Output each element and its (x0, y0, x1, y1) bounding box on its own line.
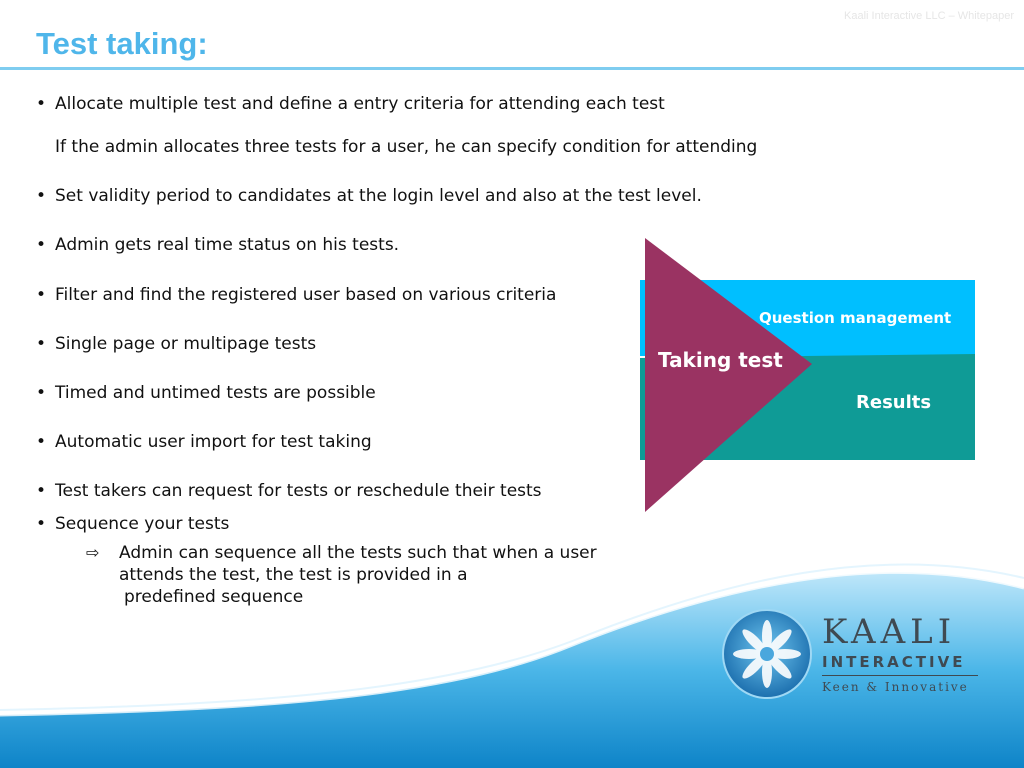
bullet-marker: • (36, 235, 47, 255)
watermark: Kaali Interactive LLC – Whitepaper (844, 10, 1014, 22)
bullet-marker: • (36, 186, 47, 206)
bullet-marker: • (36, 334, 47, 354)
bullet-text: Set validity period to candidates at the login level and also at the test level. (55, 186, 702, 206)
bullet-text: Admin gets real time status on his tests. (55, 235, 400, 255)
bullet-text: Filter and find the registered user based on various criteria (55, 285, 557, 305)
bullet-text: Timed and untimed tests are possible (55, 383, 376, 403)
bullet-text: Sequence your tests (55, 514, 230, 534)
bullet-text: Test takers can request for tests or reschedule their tests (55, 481, 542, 501)
brand-tagline: Keen & Innovative (822, 680, 969, 694)
bullet-text: Automatic user import for test taking (55, 432, 372, 452)
bullet-marker: • (36, 285, 47, 305)
question-management-label: Question management (759, 309, 952, 327)
bullet-note: If the admin allocates three tests for a user, he can specify condition for attending (55, 137, 758, 157)
diagram-shapes (640, 236, 980, 516)
page-title: Test taking: (36, 26, 208, 61)
brand-name: KAALI (822, 612, 957, 652)
brand-subtitle: INTERACTIVE (822, 653, 966, 671)
bullet-marker: • (36, 383, 47, 403)
taking-test-label: Taking test (658, 348, 783, 372)
flower-emblem-icon (721, 608, 813, 700)
bullet-text: Single page or multipage tests (55, 334, 317, 354)
results-label: Results (856, 392, 932, 413)
bullet-marker: • (36, 514, 47, 534)
sub-bullet-line: Admin can sequence all the tests such that when a user (119, 543, 597, 563)
taking-test-shape (645, 238, 812, 512)
bullet-marker: • (36, 432, 47, 452)
sub-bullet-line: predefined sequence (124, 587, 304, 607)
bullet-marker: • (36, 94, 47, 114)
feature-diagram (640, 236, 980, 516)
sub-bullet-line: attends the test, the test is provided in a (119, 565, 468, 585)
brand-divider (822, 675, 978, 676)
bullet-text: Allocate multiple test and define a entry criteria for attending each test (55, 94, 665, 114)
arrow-icon: ⇨ (86, 543, 100, 562)
bullet-marker: • (36, 481, 47, 501)
